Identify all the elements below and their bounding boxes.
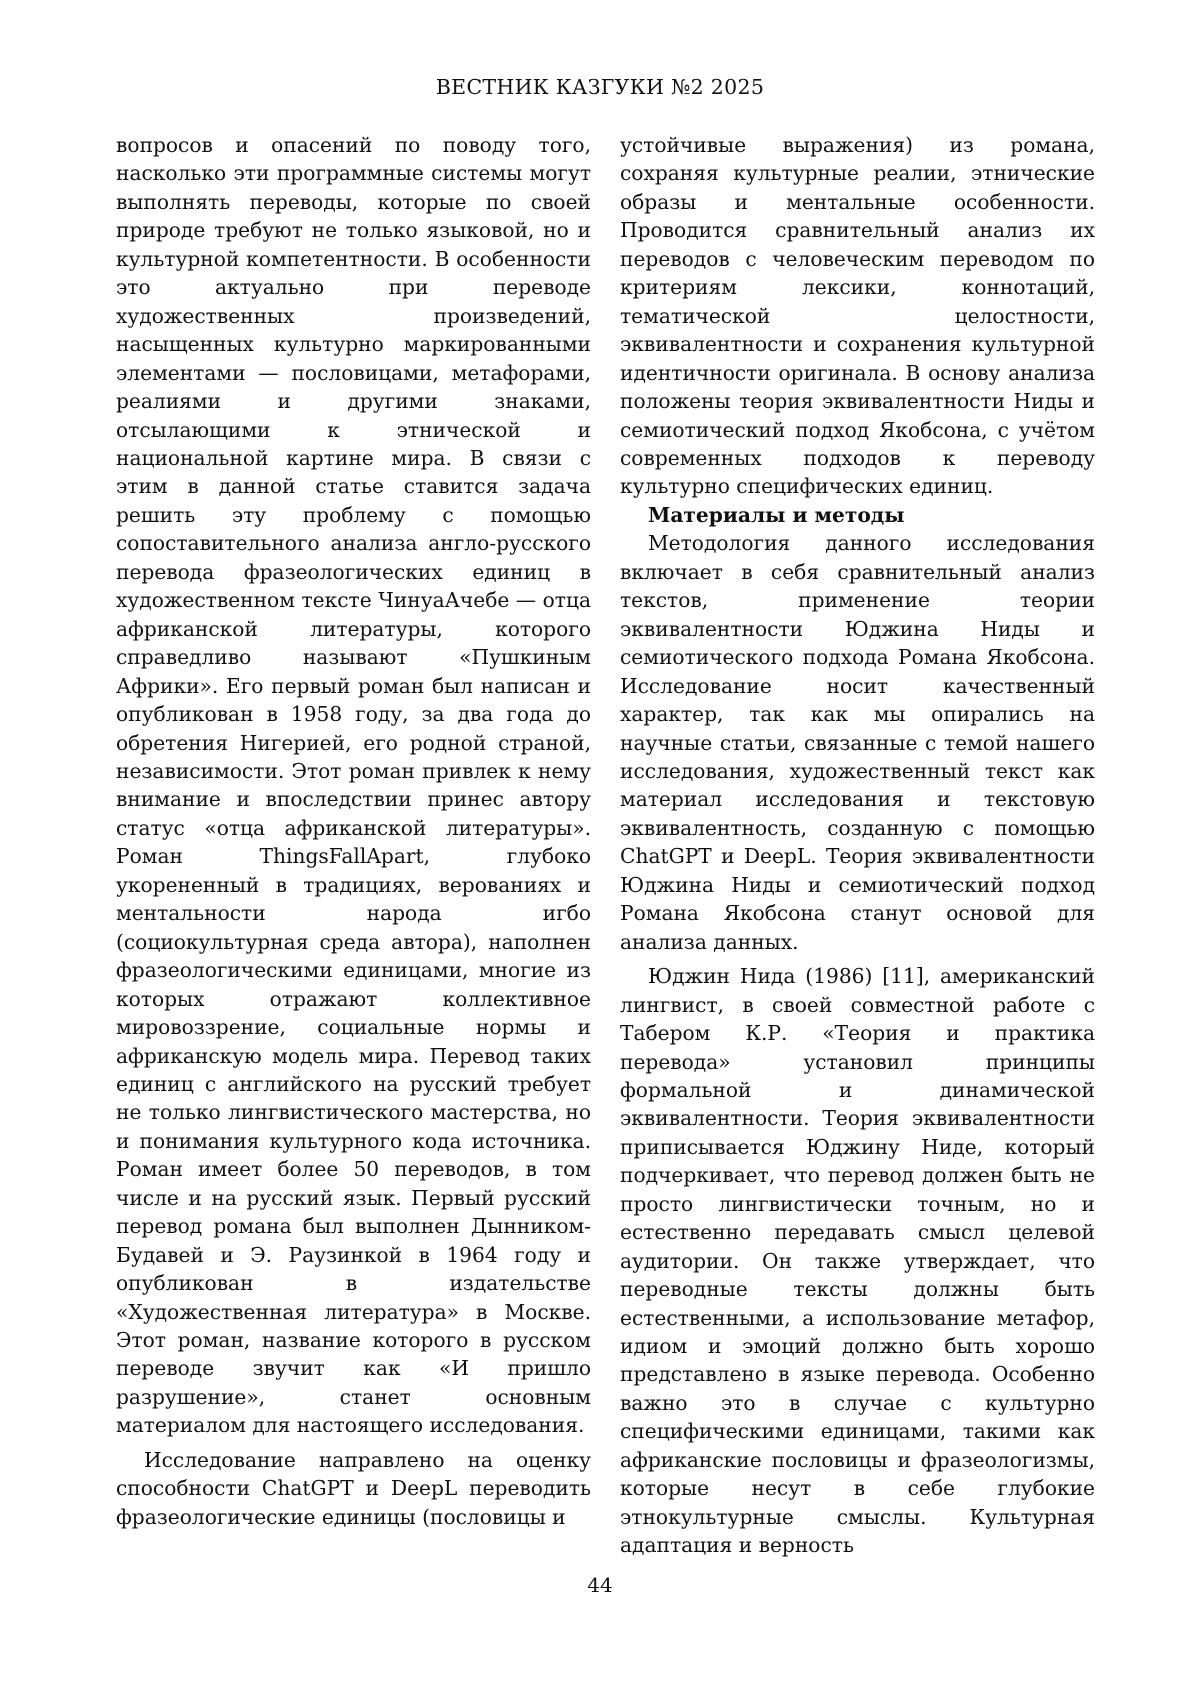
body-paragraph: Методология данного исследования включает в себя сравнительный анализ текстов, применение теории эквивалентности Юджина Ниды и семиотического подхода Романа Якобсона. Исследование носит качественный характер, так как мы опирались на научные статьи, связанные с темой нашего исследования, художественный текст как материал исследования и текстовую эквивалентность, созданную с помощью ChatGPT и DeepL. Теория эквивалентности Юджина Ниды и семиотический подход Романа Якобсона станут основой для анализа данных. [620,531,1095,954]
body-paragraph: вопросов и опасений по поводу того, насколько эти программные системы могут выполнять переводы, которые по своей природе требуют не только языковой, но и культурной компетентности. В особенности это актуально при переводе художественных произведений, насыщенных культурно маркированными элементами — пословицами, метафорами, реалиями и другими знаками, отсылающими к этнической и национальной картине мира. В связи с этим в данной статье ставится задача решить эту проблему с помощью сопоставительного анализа англо-русского перевода фразеологических единиц в художественном тексте ЧинуаАчебе — отца африканской литературы, которого справедливо называют «Пушкиным Африки». Его первый роман был написан и опубликован в 1958 году, за два года до обретения Нигерией, его родной страной, независимости. Этот роман привлек к нему внимание и впоследствии принес автору статус «отца африканской литературы». Роман ThingsFallApart, глубоко укорененный в традициях, верованиях и ментальности народа игбо (социокультурная среда автора), наполнен фразеологическими единицами, многие из которых отражают коллективное мировоззрение, социальные нормы и африканскую модель мира. Перевод таких единиц с английского на русский требует не только лингвистического мастерства, но и понимания культурного кода источника. Роман имеет более 50 переводов, в том числе и на русский язык. Первый русский перевод романа был выполнен Дынником-Будавей и Э. Раузинкой в 1964 году и опубликован в издательстве «Художественная литература» в Москве. Этот роман, название которого в русском переводе звучит как «И пришло разрушение», станет основным материалом для настоящего исследования. [116,133,591,1438]
left-column [116,131,591,1531]
body-paragraph: устойчивые выражения) из романа, сохраняя культурные реалии, этнические образы и ментальные особенности. Проводится сравнительный анализ их переводов с человеческим переводом по критериям лексики, коннотаций, тематической целостности, эквивалентности и сохранения культурной идентичности оригинала. В основу анализа положены теория эквивалентности Ниды и семиотический подход Якобсона, с учётом современных подходов к переводу культурно специфических единиц. [620,133,1095,499]
right-column [620,131,1095,1560]
page-number: 44 [587,1573,613,1597]
section-heading: Материалы и методы [648,502,905,527]
body-paragraph: Исследование направлено на оценку способности ChatGPT и DeepL переводить фразеологические единицы (пословицы и [116,1447,591,1529]
body-paragraph: Юджин Нида (1986) [11], американский лингвист, в своей совместной работе с Табером К.Р. «Теория и практика перевода» установил принципы формальной и динамической эквивалентности. Теория эквивалентности приписывается Юджину Ниде, который подчеркивает, что перевод должен быть не просто лингвистически точным, но и естественно передавать смысл целевой аудитории. Он также утверждает, что переводные тексты должны быть естественными, а использование метафор, идиом и эмоций должно быть хорошо представлено в языке перевода. Особенно важно это в случае с культурно специфическими единицами, такими как африканские пословицы и фразеологизмы, которые несут в себе глубокие этнокультурные смыслы. Культурная адаптация и верность [620,964,1095,1558]
journal-running-head: ВЕСТНИК КАЗГУКИ №2 2025 [435,75,765,99]
